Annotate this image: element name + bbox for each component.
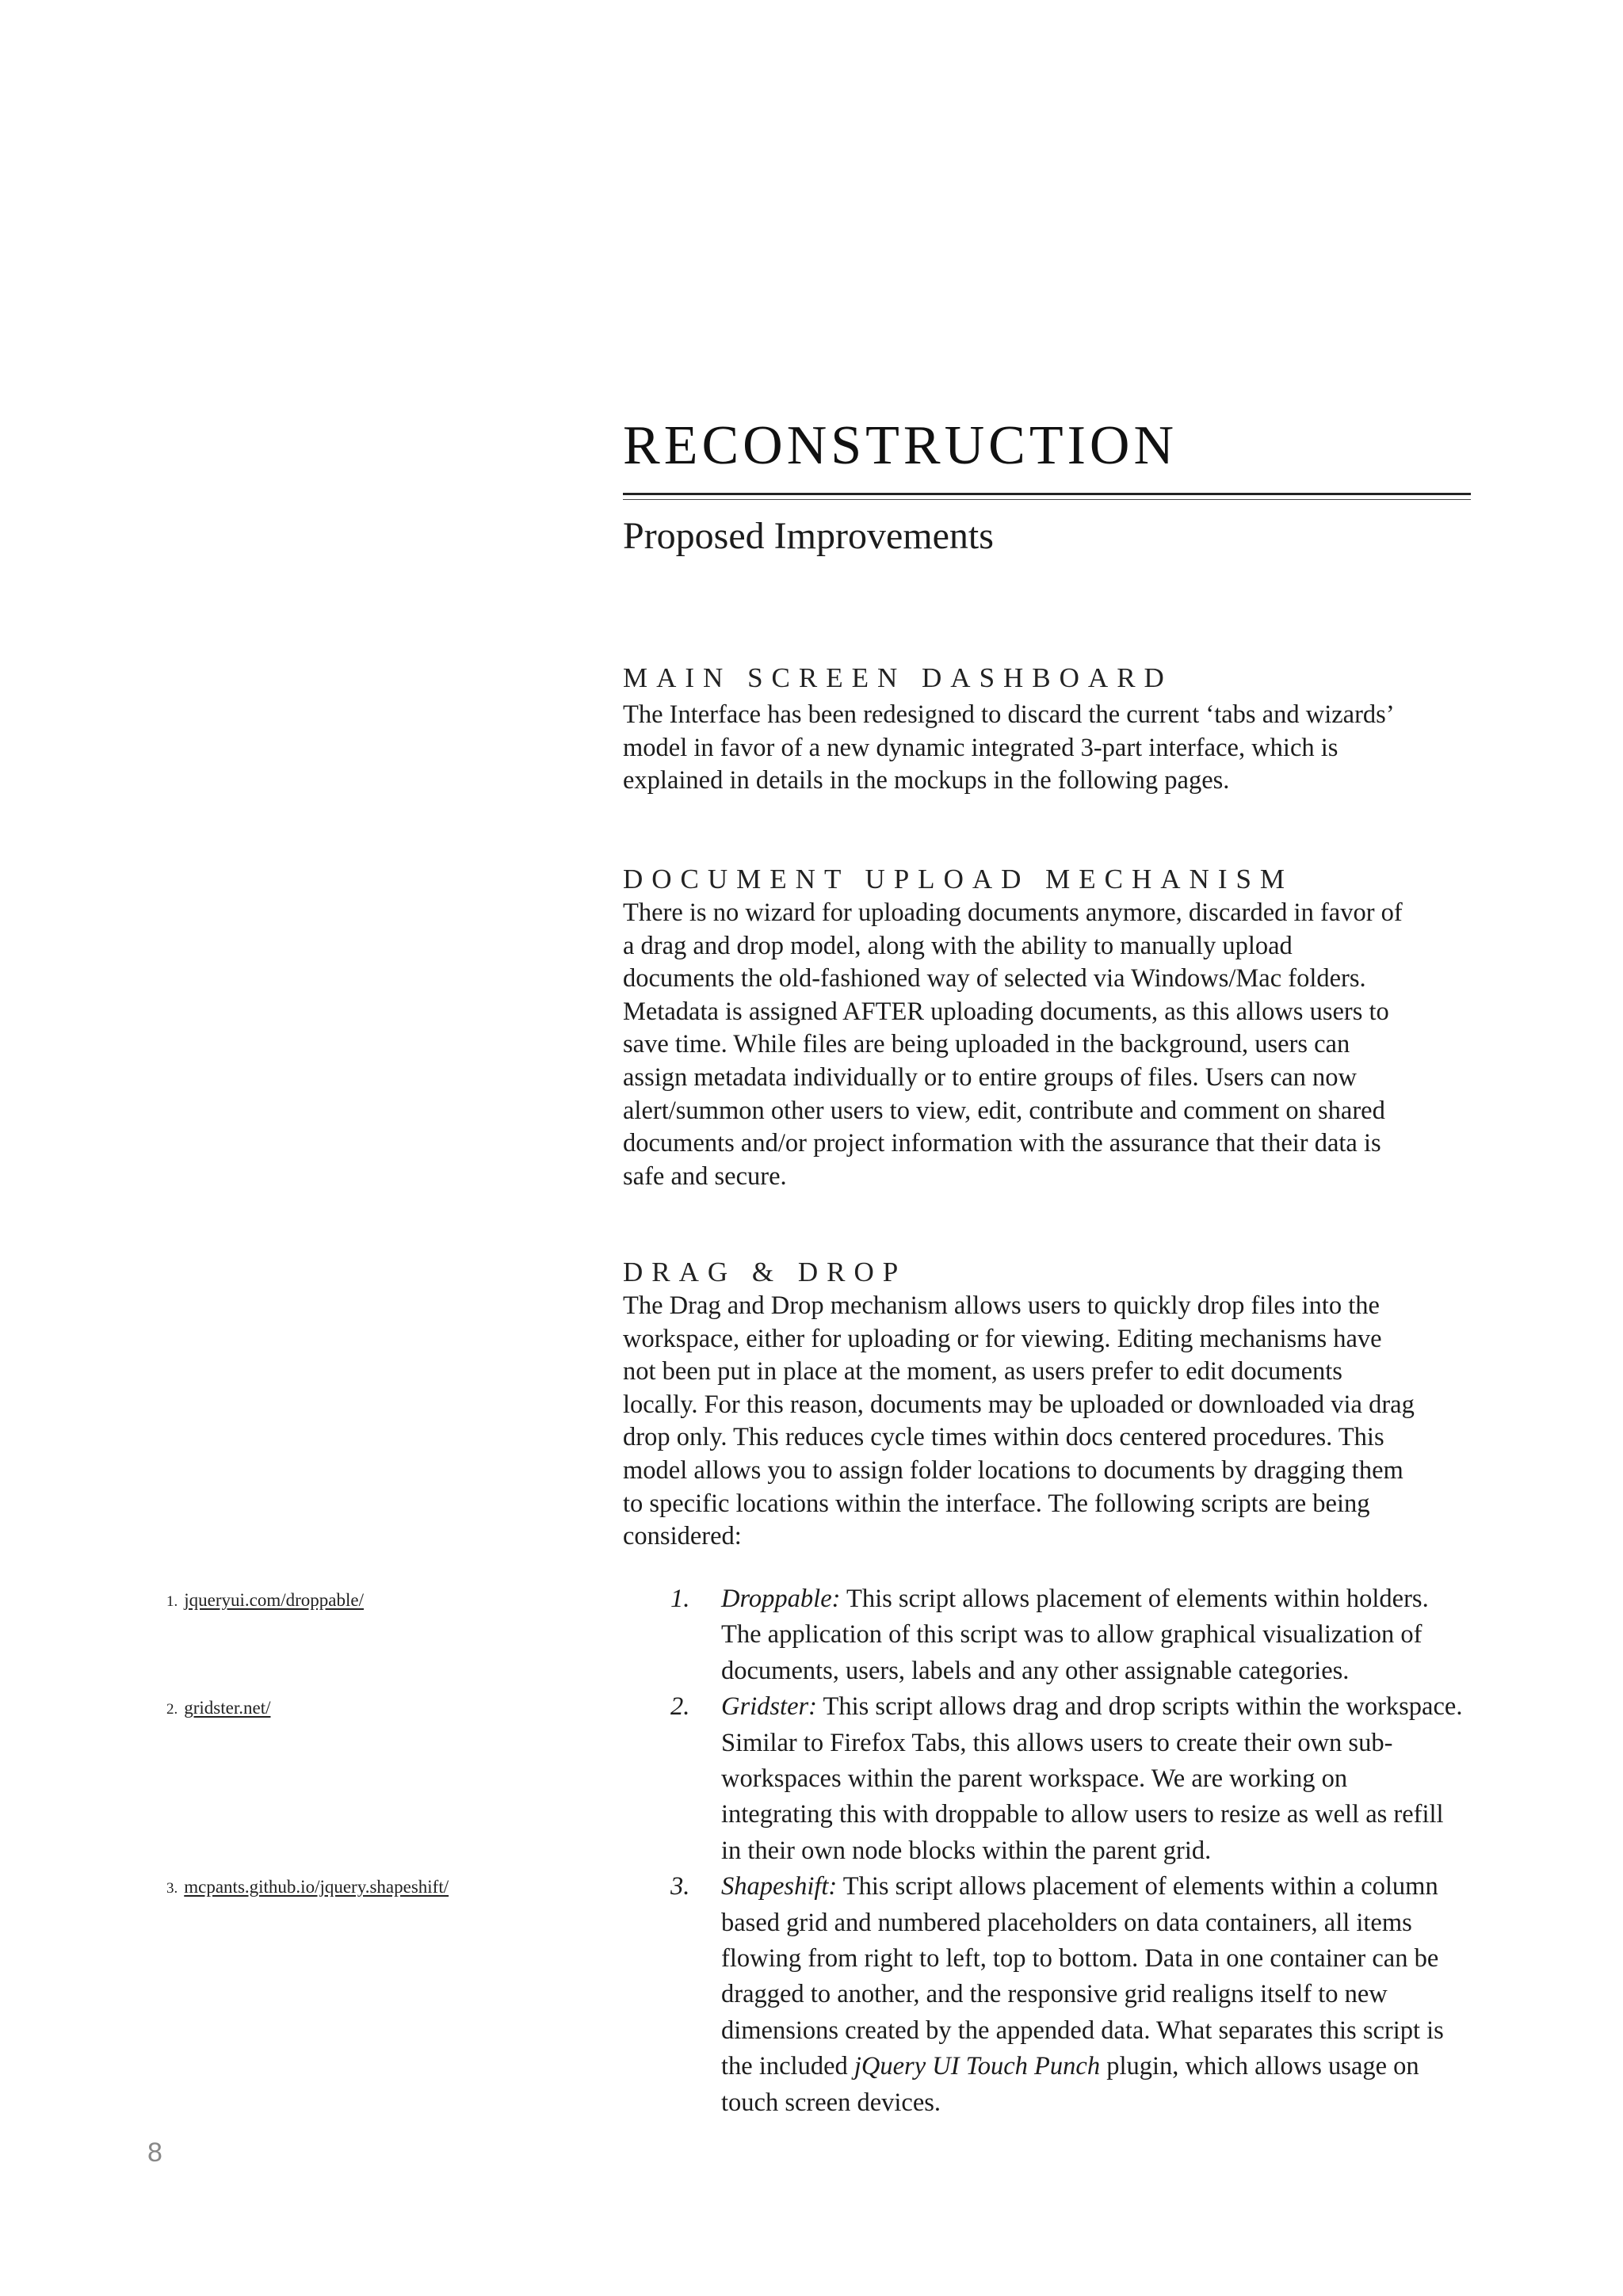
section-body-dashboard xyxy=(623,699,1479,798)
footnote-number: 1. xyxy=(166,1593,178,1610)
body-line: not been put in place at the moment, as users prefer to edit documents xyxy=(623,1357,1342,1386)
list-line: documents, users, labels and any other assignable categories. xyxy=(721,1656,1350,1685)
list-line: dimensions created by the appended data. What separates this script is xyxy=(721,2016,1444,2045)
footnote-link[interactable]: jqueryui.com/droppable/ xyxy=(184,1590,364,1610)
list-line: in their own node blocks within the parent grid. xyxy=(721,1836,1212,1865)
footnote-number: 2. xyxy=(166,1701,178,1718)
list-line: This script allows placement of elements within holders. xyxy=(846,1585,1429,1613)
body-line: workspace, either for uploading or for viewing. Editing mechanisms have xyxy=(623,1324,1382,1353)
list-item-droppable xyxy=(670,1581,1479,1689)
list-number: 2. xyxy=(670,1692,690,1722)
section-heading-upload: DOCUMENT UPLOAD MECHANISM xyxy=(623,864,1294,894)
list-line: Similar to Firefox Tabs, this allows users to create their own sub- xyxy=(721,1728,1393,1757)
plugin-name: jQuery UI Touch Punch xyxy=(854,2052,1101,2081)
footnote-1 xyxy=(166,1591,364,1609)
list-line: The application of this script was to allow graphical visualization of xyxy=(721,1620,1423,1650)
list-line: the included xyxy=(721,2052,854,2081)
list-line: based grid and numbered placeholders on data containers, all items xyxy=(721,1908,1412,1937)
footnote-link[interactable]: mcpants.github.io/jquery.shapeshift/ xyxy=(184,1877,449,1897)
section-body-upload xyxy=(623,897,1479,1193)
list-line: touch screen devices. xyxy=(721,2088,941,2117)
list-line: workspaces within the parent workspace. We are working on xyxy=(721,1764,1348,1794)
body-line: There is no wizard for uploading documents anymore, discarded in favor of xyxy=(623,898,1403,927)
body-line: documents and/or project information with the assurance that their data is xyxy=(623,1129,1381,1158)
title-divider-thick xyxy=(623,493,1471,495)
body-line: model in favor of a new dynamic integrated 3-part interface, which is xyxy=(623,733,1338,762)
body-line: alert/summon other users to view, edit, contribute and comment on shared xyxy=(623,1096,1385,1125)
page-title: RECONSTRUCTION xyxy=(623,415,1178,476)
list-line: dragged to another, and the responsive grid realigns itself to new xyxy=(721,1980,1388,2009)
list-line: integrating this with droppable to allow users to resize as well as refill xyxy=(721,1800,1444,1829)
page-number: 8 xyxy=(147,2138,162,2168)
list-number: 3. xyxy=(670,1872,690,1901)
footnote-number: 3. xyxy=(166,1880,178,1897)
section-heading-dashboard: MAIN SCREEN DASHBOARD xyxy=(623,662,1173,693)
footnote-link[interactable]: gridster.net/ xyxy=(184,1698,271,1718)
footnote-3 xyxy=(166,1878,449,1896)
section-body-drag-drop xyxy=(623,1290,1479,1554)
body-line: to specific locations within the interface. The following scripts are being xyxy=(623,1489,1370,1518)
body-line: safe and secure. xyxy=(623,1161,787,1191)
body-line: drop only. This reduces cycle times within docs centered procedures. This xyxy=(623,1423,1384,1452)
body-line: explained in details in the mockups in the following pages. xyxy=(623,766,1230,795)
list-item-gridster xyxy=(670,1689,1479,1869)
body-line: model allows you to assign folder locations to documents by dragging them xyxy=(623,1455,1403,1485)
body-line: The Interface has been redesigned to discard the current ‘tabs and wizards’ xyxy=(623,700,1395,729)
list-line: This script allows placement of elements within a column xyxy=(842,1872,1438,1901)
footnote-2 xyxy=(166,1699,270,1717)
body-line: documents the old-fashioned way of selected via Windows/Mac folders. xyxy=(623,964,1366,994)
body-line: a drag and drop model, along with the ability to manually upload xyxy=(623,931,1293,960)
body-line: The Drag and Drop mechanism allows users to quickly drop files into the xyxy=(623,1291,1380,1320)
scripts-list xyxy=(670,1581,1479,2121)
script-name: Droppable: xyxy=(721,1585,841,1613)
list-line: This script allows drag and drop scripts within the workspace. xyxy=(823,1692,1463,1722)
list-line: plugin, which allows usage on xyxy=(1100,2052,1419,2081)
list-line: flowing from right to left, top to bottom. Data in one container can be xyxy=(721,1944,1439,1974)
body-line: locally. For this reason, documents may be uploaded or downloaded via drag xyxy=(623,1390,1415,1419)
title-divider-thin xyxy=(623,499,1471,500)
script-name: Gridster: xyxy=(721,1692,817,1722)
list-item-shapeshift xyxy=(670,1869,1479,2121)
body-line: Metadata is assigned AFTER uploading documents, as this allows users to xyxy=(623,997,1389,1026)
list-number: 1. xyxy=(670,1585,690,1613)
body-line: assign metadata individually or to entire groups of files. Users can now xyxy=(623,1062,1358,1092)
section-heading-drag-drop: DRAG & DROP xyxy=(623,1257,907,1287)
script-name: Shapeshift: xyxy=(721,1872,838,1901)
page-subtitle: Proposed Improvements xyxy=(623,515,994,557)
body-line: save time. While files are being uploaded in the background, users can xyxy=(623,1030,1350,1059)
body-line: considered: xyxy=(623,1522,742,1551)
